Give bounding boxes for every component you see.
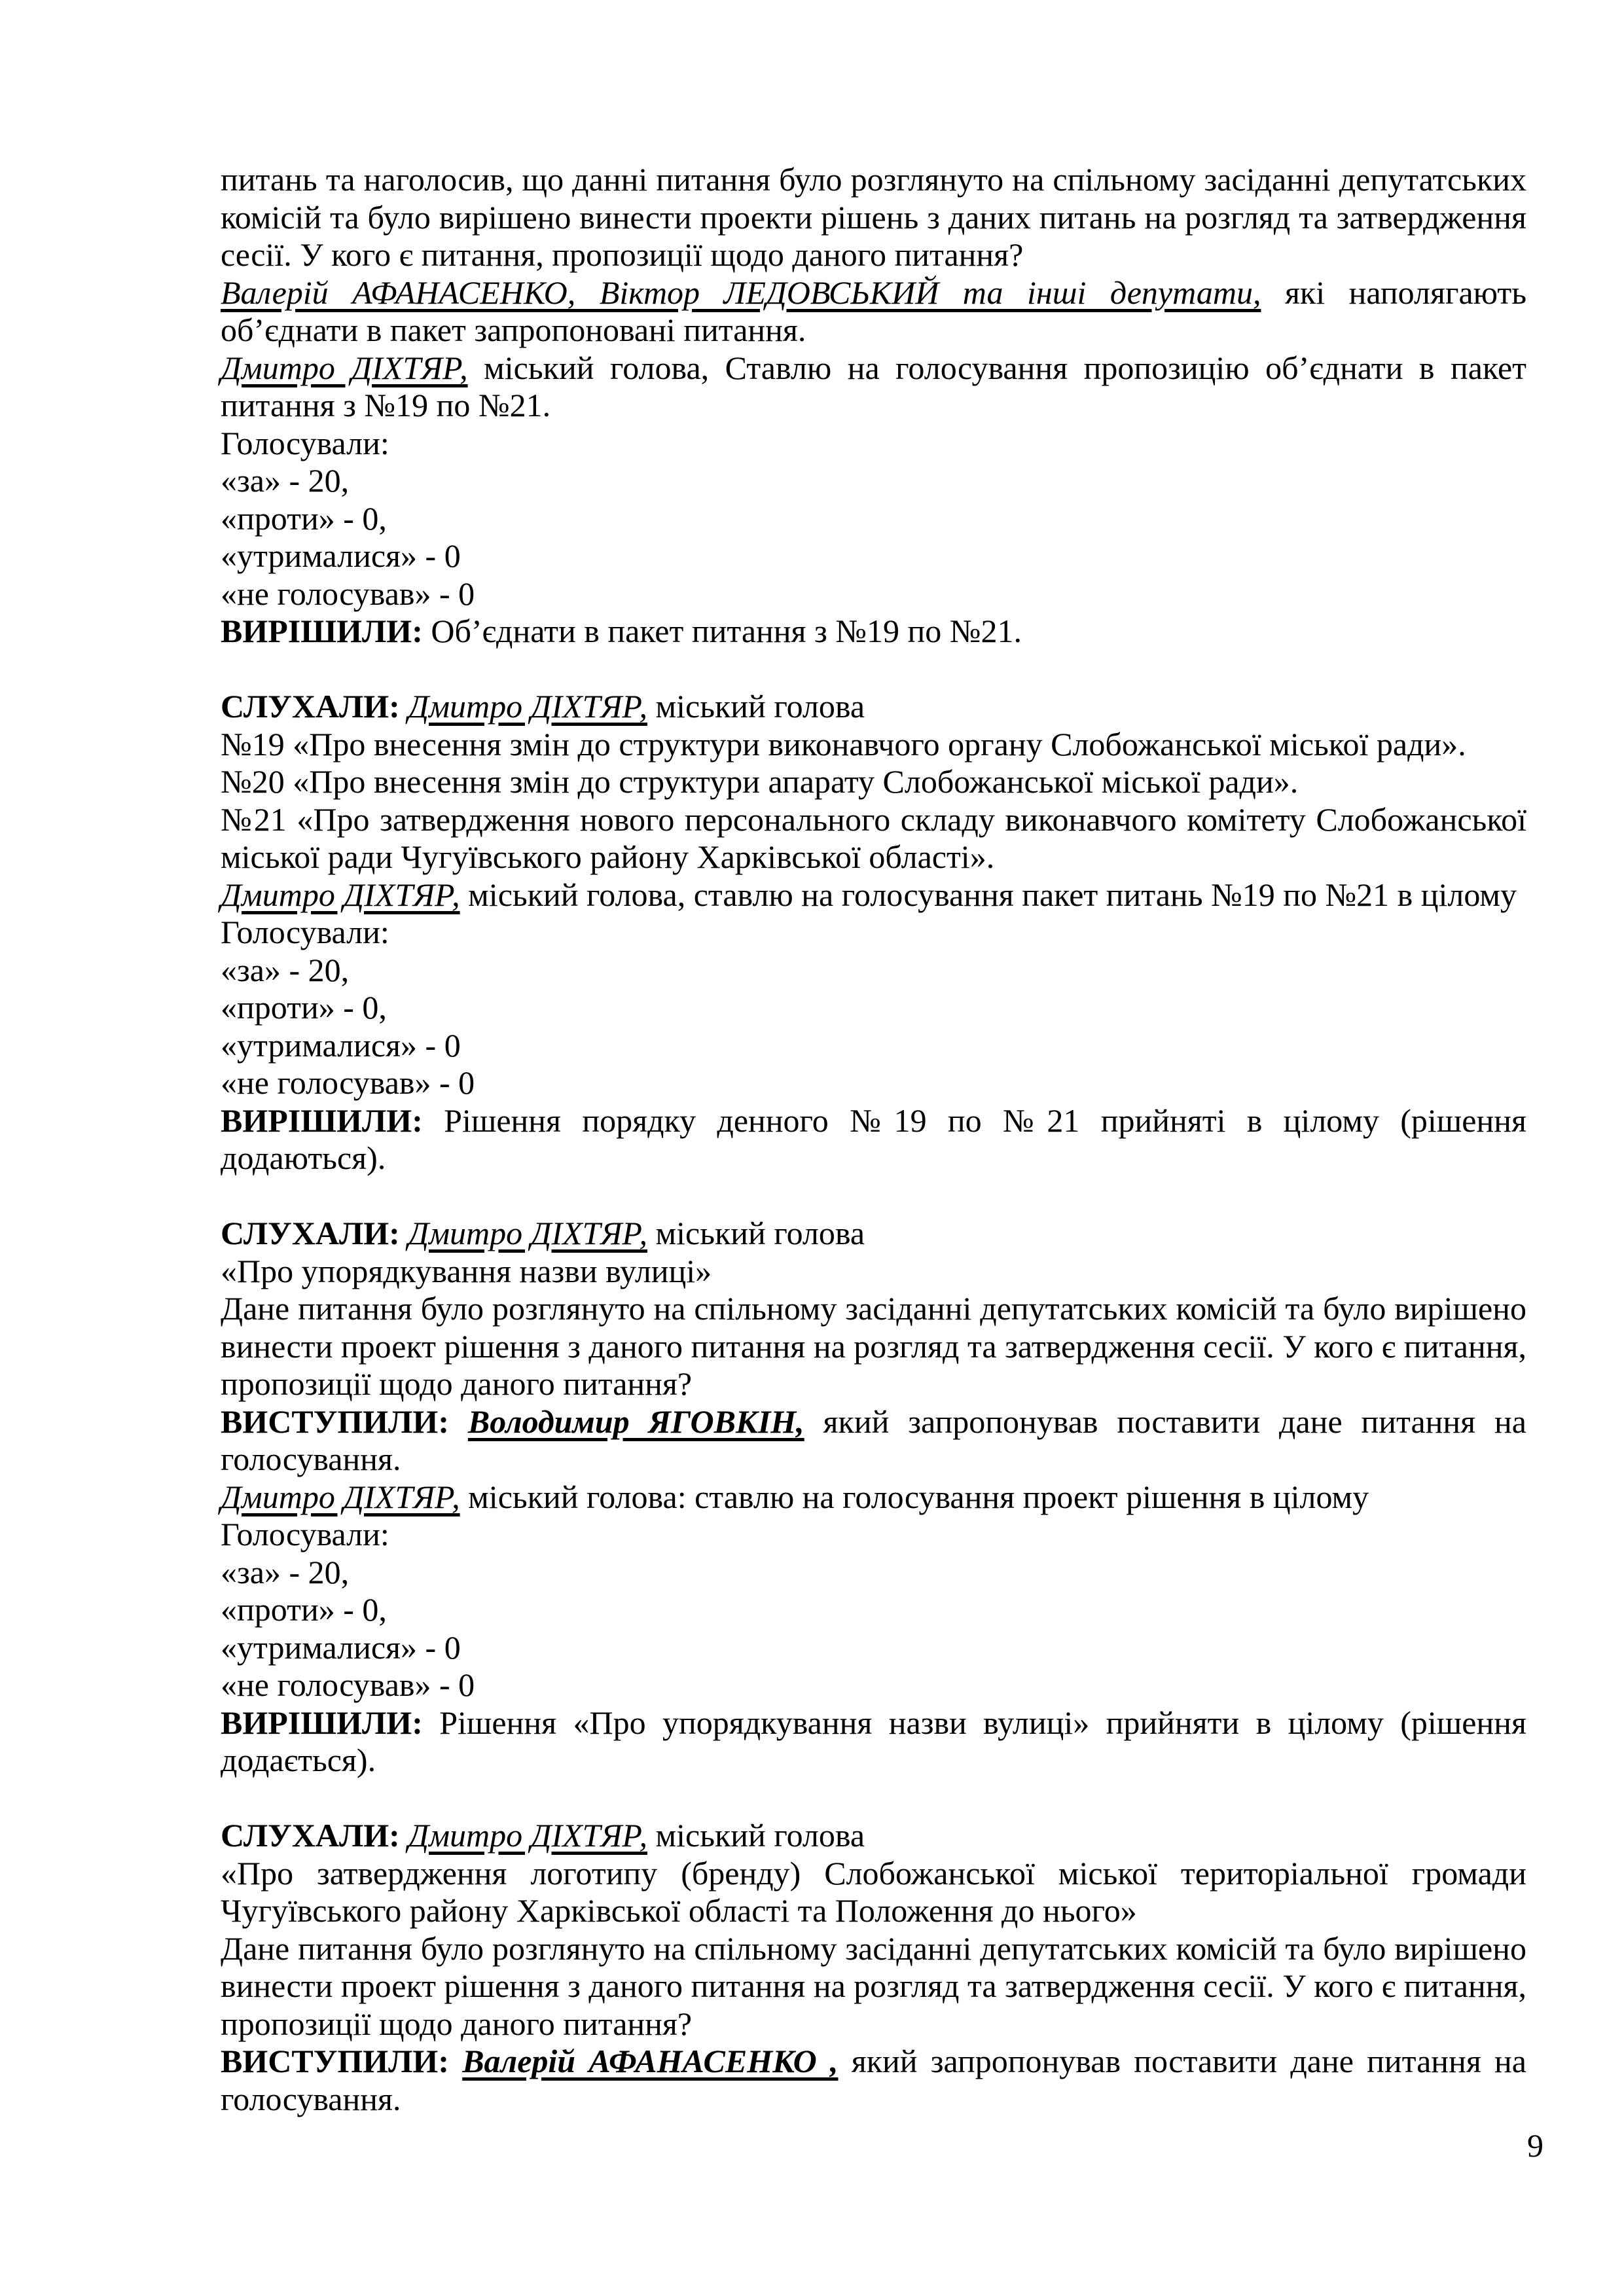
text-run: «не голосував» - 0 xyxy=(221,1064,475,1101)
paragraph xyxy=(221,1930,1526,2043)
paragraph xyxy=(221,274,1526,350)
text-run: Дане питання було розглянуто на спільному засіданні депутатських комісій та було вирішено винести проект рішення з даного питання на розгляд та затвердження сесії. У кого є питання, пропозиції щодо даного питання? xyxy=(221,1929,1526,2042)
text-run: Голосували: xyxy=(221,1516,389,1552)
text-run: які наполягають об’єднати в пакет запропоновані питання. xyxy=(221,274,1526,348)
text-run: міський голова xyxy=(647,688,865,725)
text-run: «утрималися» - 0 xyxy=(221,1628,461,1666)
text-run: Дмитро ДІХТЯР, xyxy=(408,1215,647,1251)
text-run: міський голова, ставлю на голосування пакет питань №19 по №21 в цілому xyxy=(460,876,1517,913)
text-run: ВИРІШИЛИ: xyxy=(221,1704,423,1741)
paragraph xyxy=(221,537,1526,575)
text-run: ВИСТУПИЛИ: xyxy=(221,2043,463,2079)
text-run: «проти» - 0, xyxy=(221,989,387,1026)
paragraph xyxy=(221,1064,1526,1102)
paragraph xyxy=(221,2043,1526,2118)
paragraph xyxy=(221,952,1526,990)
text-run: СЛУХАЛИ: xyxy=(221,1215,408,1251)
text-run: міський голова xyxy=(647,1215,865,1251)
text-run: Об’єднати в пакет питання з №19 по №21. xyxy=(422,613,1022,649)
paragraph xyxy=(221,1591,1526,1629)
text-run: Дане питання було розглянуто на спільному засіданні депутатських комісій та було вирішено винести проект рішення з даного питання на розгляд та затвердження сесії. У кого є питання, пропозиції щодо даного питання? xyxy=(221,1290,1526,1402)
section-gap xyxy=(221,1780,1526,1818)
paragraph xyxy=(221,763,1526,801)
paragraph xyxy=(221,914,1526,952)
text-run: «проти» - 0, xyxy=(221,499,387,537)
text-run: №21 «Про затвердження нового персонального складу виконавчого комітету Слобожанської міської ради Чугуївського району Харківської області». xyxy=(221,800,1526,875)
paragraph xyxy=(221,1027,1526,1065)
paragraph xyxy=(221,1479,1526,1516)
text-run: ВИРІШИЛИ: xyxy=(221,1102,423,1139)
paragraph xyxy=(221,1855,1526,1930)
text-run: «за» - 20, xyxy=(221,462,350,499)
text-run: Голосували: xyxy=(221,914,389,950)
paragraph xyxy=(221,425,1526,463)
text-run: Дмитро ДІХТЯР, xyxy=(408,688,647,725)
paragraph xyxy=(221,462,1526,500)
text-run: Голосували: xyxy=(221,424,389,461)
paragraph xyxy=(221,500,1526,538)
text-run: «Про упорядкування назви вулиці» xyxy=(221,1252,712,1289)
paragraph xyxy=(221,1817,1526,1855)
text-run: ВИРІШИЛИ: xyxy=(221,613,423,649)
paragraph xyxy=(221,688,1526,726)
text-run: Рішення «Про упорядкування назви вулиці» прийняти в цілому (рішення додається). xyxy=(221,1704,1526,1778)
text-run: Дмитро ДІХТЯР, xyxy=(408,1817,647,1854)
text-run: «Про затвердження логотипу (бренду) Слобожанської міської територіальної громади Чугуївського району Харківської області та Положення до нього» xyxy=(221,1854,1526,1929)
paragraph xyxy=(221,876,1526,914)
text-run: №19 «Про внесення змін до структури виконавчого органу Слобожанської міської ради». xyxy=(221,725,1466,762)
text-run: СЛУХАЛИ: xyxy=(221,1817,408,1854)
text-run: Рішення порядку денного №19 по №21 прийняті в цілому (рішення додаються). xyxy=(221,1102,1526,1176)
text-run: №20 «Про внесення змін до структури апарату Слобожанської міської ради». xyxy=(221,763,1299,800)
paragraph xyxy=(221,350,1526,425)
text-run: який запропонував поставити дане питання на голосування. xyxy=(221,1403,1526,1477)
text-run: Дмитро ДІХТЯР, xyxy=(221,876,460,913)
section-gap xyxy=(221,651,1526,689)
text-run: «не голосував» - 0 xyxy=(221,1666,475,1703)
text-run: який запропонував поставити дане питання на голосування. xyxy=(221,2043,1526,2117)
text-run: Валерій АФАНАСЕНКО , xyxy=(462,2043,839,2079)
paragraph xyxy=(221,1215,1526,1253)
document-body xyxy=(221,161,1526,2118)
page-number: 9 xyxy=(1527,2127,1543,2164)
paragraph xyxy=(221,1253,1526,1291)
text-run: «за» - 20, xyxy=(221,1553,350,1590)
paragraph xyxy=(221,801,1526,876)
paragraph xyxy=(221,1102,1526,1177)
text-run: Дмитро ДІХТЯР, xyxy=(221,1478,460,1515)
paragraph xyxy=(221,1629,1526,1667)
text-run: Володимир ЯГОВКІН, xyxy=(467,1403,804,1440)
paragraph xyxy=(221,1554,1526,1592)
paragraph xyxy=(221,613,1526,651)
section-gap xyxy=(221,1177,1526,1215)
paragraph xyxy=(221,161,1526,274)
text-run: «не голосував» - 0 xyxy=(221,575,475,612)
paragraph xyxy=(221,1666,1526,1704)
text-run: СЛУХАЛИ: xyxy=(221,688,408,725)
text-run: «проти» - 0, xyxy=(221,1591,387,1628)
text-run: «за» - 20, xyxy=(221,951,350,988)
paragraph xyxy=(221,989,1526,1027)
text-run: ВИСТУПИЛИ: xyxy=(221,1403,468,1440)
text-run: Дмитро ДІХТЯР, xyxy=(221,349,468,386)
text-run: міський голова: ставлю на голосування проект рішення в цілому xyxy=(460,1478,1369,1515)
text-run: міський голова, Ставлю на голосування пропозицію об’єднати в пакет питання з №19 по №21. xyxy=(221,349,1526,423)
text-run: питань та наголосив, що данні питання було розглянуто на спільному засіданні депутатських комісій та було вирішено винести проекти рішень з даних питань на розгляд та затвердження сесії. У кого є питання, пропозиції щодо даного питання? xyxy=(221,161,1526,273)
text-run: міський голова xyxy=(647,1817,865,1854)
paragraph xyxy=(221,726,1526,764)
text-run: «утрималися» - 0 xyxy=(221,1026,461,1064)
paragraph xyxy=(221,1403,1526,1479)
paragraph xyxy=(221,575,1526,613)
paragraph xyxy=(221,1290,1526,1403)
text-run: «утрималися» - 0 xyxy=(221,537,461,574)
paragraph xyxy=(221,1704,1526,1780)
text-run: Валерій АФАНАСЕНКО, Віктор ЛЕДОВСЬКИЙ та інші депутати, xyxy=(221,274,1261,311)
paragraph xyxy=(221,1516,1526,1554)
